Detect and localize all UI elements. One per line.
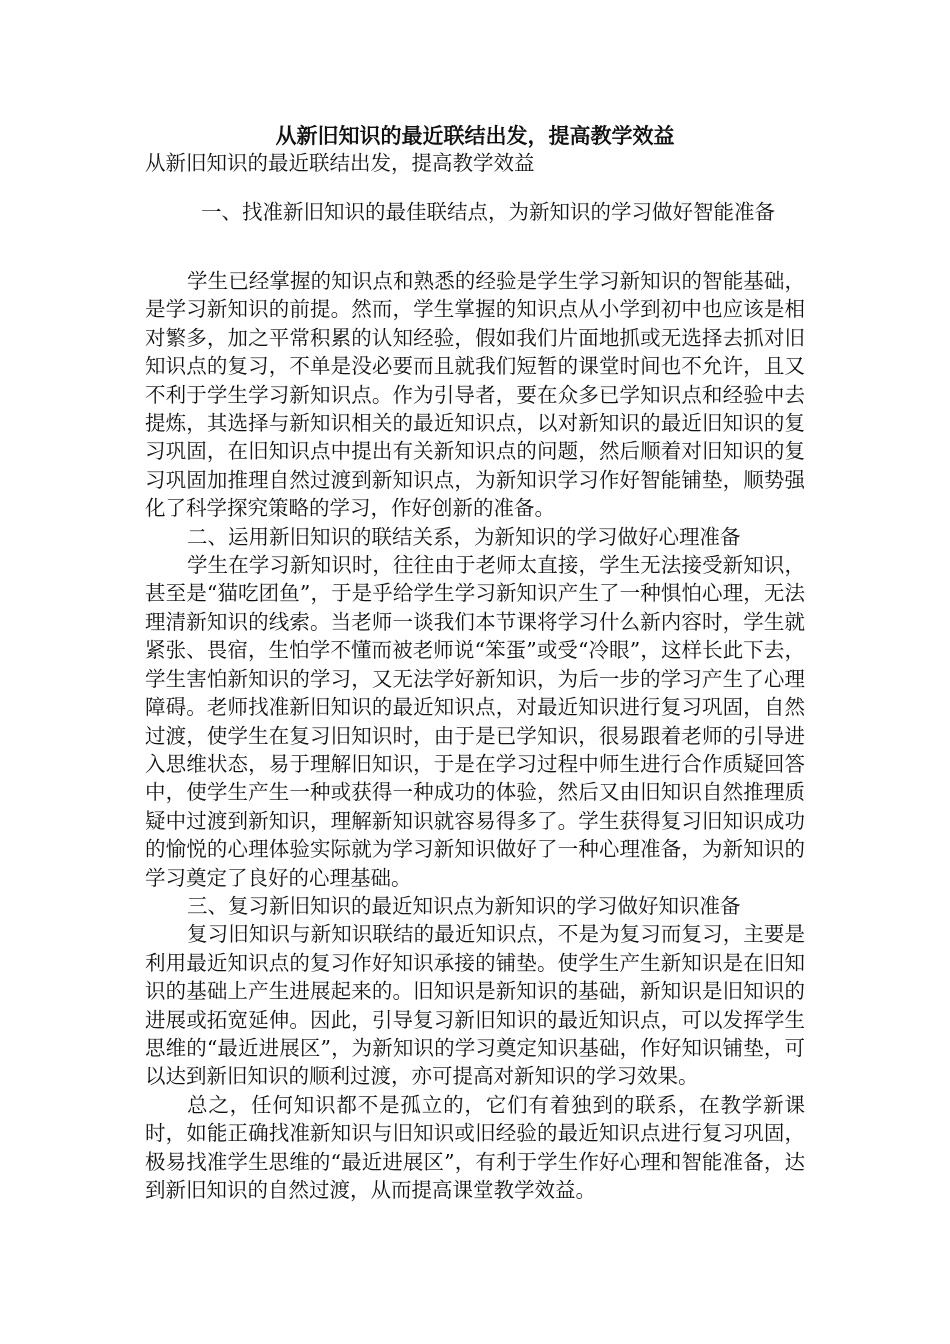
section-heading-2: 二、运用新旧知识的联结关系，为新知识的学习做好心理准备 xyxy=(187,524,741,549)
document-subtitle: 从新旧知识的最近联结出发，提高教学效益 xyxy=(145,151,535,175)
document-title: 从新旧知识的最近联结出发，提高教学效益 xyxy=(275,123,675,148)
section-heading-1: 一、找准新旧知识的最佳联结点，为新知识的学习做好智能准备 xyxy=(201,200,775,224)
paragraph-1: 学生已经掌握的知识点和熟悉的经验是学生学习新知识的智能基础，是学习新知识的前提。然而，学生掌握的知识点从小学到初中也应该是相对繁多，加之平常积累的认知经验，假如我们片面地抓或无选择去抓对旧知识点的复习，不单是没必要而且就我们短暂的课堂时间也不允许，且又不利于学生学习新知识点。作为引导者，要在众多已学知识点和经验中去提炼，其选择与新知识相关的最近知识点，以对新知识的最近旧知识的复习巩固，在旧知识点中提出有关新知识点的问题，然后顺着对旧知识的复习巩固加推理自然过渡到新知识点，为新知识学习作好智能铺垫，顺势强化了科学探究策略的学习，作好创新的准备。 xyxy=(145,269,805,521)
paragraph-3: 复习旧知识与新知识联结的最近知识点，不是为复习而复习，主要是利用最近知识点的复习作好知识承接的铺垫。使学生产生新知识是在旧知识的基础上产生进展起来的。旧知识是新知识的基础，新知识是旧知识的进展或拓宽延伸。因此，引导复习新旧知识的最近知识点，可以发挥学生思维的“最近进展区”，为新知识的学习奠定知识基础，作好知识铺垫，可以达到新旧知识的顺利过渡，亦可提高对新知识的学习效果。 xyxy=(145,922,805,1089)
paragraph-2: 学生在学习新知识时，往往由于老师太直接，学生无法接受新知识，甚至是“猫吃团鱼”，于是乎给学生学习新知识产生了一种惧怕心理，无法理清新知识的线索。当老师一谈我们本节课将学习什么新内容时，学生就紧张、畏宿，生怕学不懂而被老师说“笨蛋”或受“冷眼”，这样长此下去，学生害怕新知识的学习，又无法学好新知识，为后一步的学习产生了心理障碍。老师找准新旧知识的最近知识点，对最近知识进行复习巩固，自然过渡，使学生在复习旧知识时，由于是已学知识，很易跟着老师的引导进入思维状态，易于理解旧知识，于是在学习过程中师生进行合作质疑回答中，使学生产生一种或获得一种成功的体验，然后又由旧知识自然推理质疑中过渡到新知识，理解新知识就容易得多了。学生获得复习旧知识成功的愉悦的心理体验实际就为学习新知识做好了一种心理准备，为新知识的学习奠定了良好的心理基础。 xyxy=(145,553,805,890)
section-heading-3: 三、复习新旧知识的最近知识点为新知识的学习做好知识准备 xyxy=(187,893,741,918)
paragraph-conclusion: 总之，任何知识都不是孤立的，它们有着独到的联系，在教学新课时，如能正确找准新知识与旧知识或旧经验的最近知识点进行复习巩固，极易找准学生思维的“最近进展区”，有利于学生作好心理和智能准备，达到新旧知识的自然过渡，从而提高课堂教学效益。 xyxy=(145,1092,805,1202)
document-body xyxy=(145,267,805,1204)
